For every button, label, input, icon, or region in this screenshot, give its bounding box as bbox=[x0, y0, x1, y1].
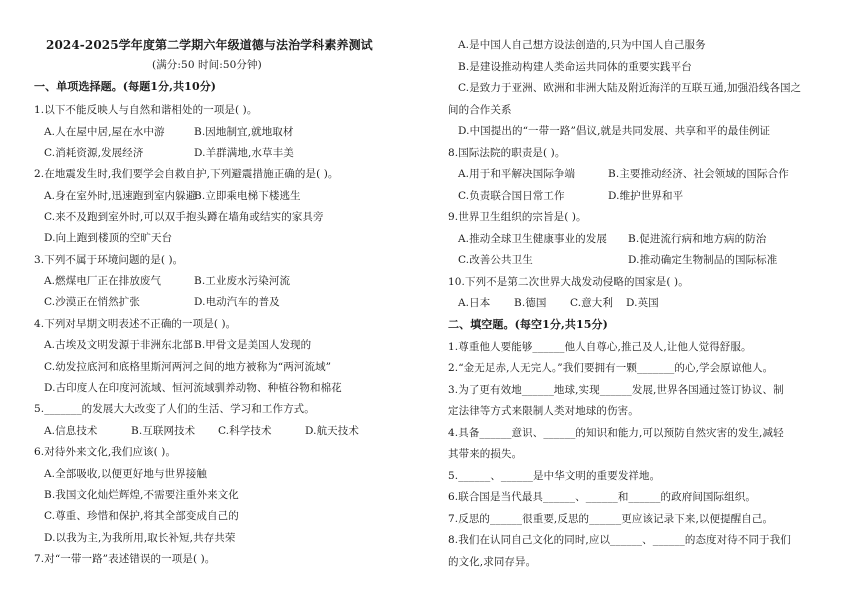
option-b[interactable]: B.甲骨文是美国人发现的 bbox=[194, 339, 312, 351]
question-1-options bbox=[44, 125, 294, 139]
page-subtitle: (满分:50 时间:50分钟) bbox=[152, 59, 262, 71]
option-b[interactable]: B.工业废水污染河流 bbox=[194, 275, 291, 287]
fill-question-5: 5.______、______是中华文明的重要发祥地。 bbox=[448, 470, 661, 482]
question-2-stem: 2.在地震发生时,我们要学会自救自护,下列避震措施正确的是( )。 bbox=[34, 168, 339, 180]
fill-question-8-continued: 的文化,求同存异。 bbox=[448, 556, 537, 568]
option-c[interactable]: C.负责联合国日常工作 bbox=[458, 190, 565, 202]
option-a[interactable]: A.人在屋中居,屋在水中游 bbox=[44, 126, 165, 138]
option-c[interactable]: C.尊重、珍惜和保护,将其全部变成自己的 bbox=[44, 510, 239, 522]
question-5-stem: 5._______的发展大大改变了人们的生活、学习和工作方式。 bbox=[34, 403, 315, 415]
fill-question-6: 6.联合国是当代最具______、______和______的政府间国际组织。 bbox=[448, 491, 756, 503]
section-heading-choice: 一、单项选择题。(每题1分,共10分) bbox=[34, 80, 217, 93]
fill-question-3: 3.为了更有效地______地球,实现______发展,世界各国通过签订协议、制 bbox=[448, 384, 784, 396]
option-c[interactable]: C.沙漠正在悄然扩张 bbox=[44, 296, 140, 308]
fill-question-3-continued: 定法律等方式来限制人类对地球的伤害。 bbox=[448, 405, 639, 417]
option-b[interactable]: B.德国 bbox=[514, 297, 547, 309]
option-c[interactable]: C.来不及跑到室外时,可以双手抱头蹲在墙角或结实的家具旁 bbox=[44, 211, 324, 223]
option-c[interactable]: C.消耗资源,发展经济 bbox=[44, 147, 144, 159]
option-b[interactable]: B.主要推动经济、社会领域的国际合作 bbox=[608, 168, 789, 180]
option-c-continued: 间的合作关系 bbox=[448, 104, 512, 116]
question-2-options bbox=[44, 189, 301, 203]
question-3-options bbox=[44, 274, 290, 288]
question-10-options bbox=[458, 296, 682, 310]
option-b[interactable]: B.促进流行病和地方病的防治 bbox=[628, 233, 767, 245]
option-a[interactable]: A.古埃及文明发源于非洲东北部 bbox=[44, 339, 193, 351]
option-a[interactable]: A.是中国人自己想方设法创造的,只为中国人自己服务 bbox=[458, 39, 706, 51]
question-4-stem: 4.下列对早期文明表述不正确的一项是( )。 bbox=[34, 318, 237, 330]
question-8-options bbox=[458, 167, 789, 181]
option-d[interactable]: D.英国 bbox=[626, 297, 659, 309]
fill-question-8: 8.我们在认同自己文化的同时,应以______、______的态度对待不同于我们 bbox=[448, 534, 791, 546]
page-title: 2024-2025学年度第二学期六年级道德与法治学科素养测试 bbox=[46, 38, 373, 52]
question-5-options bbox=[44, 424, 392, 438]
option-d[interactable]: D.航天技术 bbox=[305, 425, 359, 437]
question-9-options-2 bbox=[458, 253, 777, 267]
option-d[interactable]: D.向上跑到楼顶的空旷天台 bbox=[44, 232, 173, 244]
option-a[interactable]: A.身在室外时,迅速跑到室内躲避 bbox=[44, 190, 197, 202]
option-b[interactable]: B.因地制宜,就地取材 bbox=[194, 126, 294, 138]
question-3-stem: 3.下列不属于环境问题的是( )。 bbox=[34, 254, 184, 266]
question-3-options-2 bbox=[44, 295, 280, 309]
option-a[interactable]: A.全部吸收,以便更好地与世界接触 bbox=[44, 468, 207, 480]
option-a[interactable]: A.信息技术 bbox=[44, 425, 98, 437]
option-c[interactable]: C.是致力于亚洲、欧洲和非洲大陆及附近海洋的互联互通,加强沿线各国之 bbox=[458, 82, 802, 94]
question-6-stem: 6.对待外来文化,我们应该( )。 bbox=[34, 446, 177, 458]
question-10-stem: 10.下列不是第二次世界大战发动侵略的国家是( )。 bbox=[448, 276, 689, 288]
question-1-options-2 bbox=[44, 146, 294, 160]
fill-question-2: 2.“金无足赤,人无完人。”我们要拥有一颗_______的心,学会原谅他人。 bbox=[448, 362, 774, 374]
option-b[interactable]: B.立即乘电梯下楼逃生 bbox=[194, 190, 301, 202]
question-1-stem: 1.以下不能反映人与自然和谐相处的一项是( )。 bbox=[34, 104, 258, 116]
option-d[interactable]: D.维护世界和平 bbox=[608, 190, 684, 202]
question-7-stem: 7.对“一带一路”表述错误的一项是( )。 bbox=[34, 553, 216, 565]
option-a[interactable]: A.日本 bbox=[458, 297, 491, 309]
option-d[interactable]: D.羊群满地,水草丰美 bbox=[194, 147, 294, 159]
option-c[interactable]: C.科学技术 bbox=[218, 425, 272, 437]
option-d[interactable]: D.推动确定生物制品的国际标准 bbox=[628, 254, 778, 266]
option-d[interactable]: D.古印度人在印度河流域、恒河流域驯养动物、种植谷物和棉花 bbox=[44, 382, 342, 394]
question-8-stem: 8.国际法院的职责是( )。 bbox=[448, 147, 566, 159]
option-b[interactable]: B.互联网技术 bbox=[131, 425, 196, 437]
option-d[interactable]: D.电动汽车的普及 bbox=[194, 296, 280, 308]
fill-question-4: 4.具备______意识、______的知识和能力,可以预防自然灾害的发生,减轻 bbox=[448, 427, 784, 439]
option-d[interactable]: D.以我为主,为我所用,取长补短,共存共荣 bbox=[44, 532, 236, 544]
option-d[interactable]: D.中国提出的“一带一路”倡议,就是共同发展、共享和平的最佳例证 bbox=[458, 125, 771, 137]
question-4-options bbox=[44, 338, 311, 352]
question-9-stem: 9.世界卫生组织的宗旨是( )。 bbox=[448, 211, 587, 223]
fill-question-7: 7.反思的______很重要,反思的______更应该记录下来,以便提醒自己。 bbox=[448, 513, 774, 525]
option-c[interactable]: C.改善公共卫生 bbox=[458, 254, 533, 266]
option-a[interactable]: A.推动全球卫生健康事业的发展 bbox=[458, 233, 607, 245]
option-b[interactable]: B.我国文化灿烂辉煌,不需要注重外来文化 bbox=[44, 489, 239, 501]
option-c[interactable]: C.幼发拉底河和底格里斯河两河之间的地方被称为“两河流域” bbox=[44, 361, 332, 373]
fill-question-1: 1.尊重他人要能够______他人自尊心,推己及人,让他人觉得舒服。 bbox=[448, 341, 752, 353]
question-9-options bbox=[458, 232, 766, 246]
option-a[interactable]: A.用于和平解决国际争端 bbox=[458, 168, 576, 180]
option-c[interactable]: C.意大利 bbox=[570, 297, 613, 309]
section-heading-fill: 二、填空题。(每空1分,共15分) bbox=[448, 318, 608, 331]
fill-question-4-continued: 其带来的损失。 bbox=[448, 448, 523, 460]
option-b[interactable]: B.是建设推动构建人类命运共同体的重要实践平台 bbox=[458, 61, 692, 73]
question-8-options-2 bbox=[458, 189, 683, 203]
option-a[interactable]: A.燃煤电厂正在排放废气 bbox=[44, 275, 162, 287]
